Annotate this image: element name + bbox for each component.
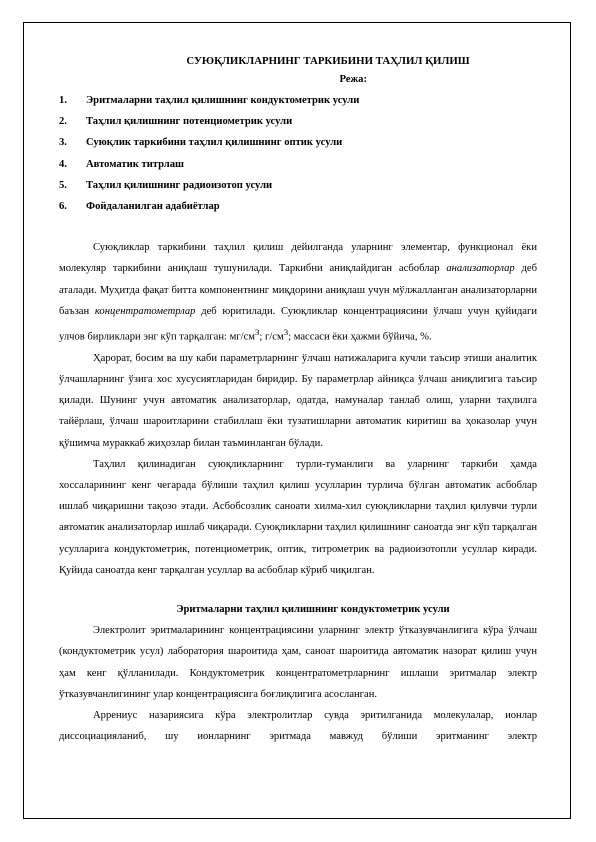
plan-item (59, 132, 537, 153)
plan-item-text: Автоматик титрлаш (86, 158, 184, 170)
plan-item-text: Эритмаларни таҳлил қилишнинг кондуктометрик усули (86, 95, 360, 106)
plan-item (59, 154, 537, 175)
superscript: 3 (283, 327, 289, 338)
paragraph-intro (59, 237, 537, 348)
section-title: Эритмаларни таҳлил қилишнинг кондуктометрик усули (176, 604, 450, 615)
plan-item-number: 2. (59, 116, 67, 128)
term-concentratometers: концентратометрлар (94, 305, 196, 317)
plan-label: Режа: (339, 74, 367, 85)
plan-item-number: 1. (59, 95, 67, 106)
paragraph-text: ; г/см (259, 331, 284, 343)
plan-item-text: Таҳлил қилишнинг радиоизотоп усули (86, 179, 273, 191)
plan-item-text: Фойдаланилган адабиётлар (86, 201, 220, 213)
term-analyzers: анализаторлар (446, 263, 515, 275)
paragraph-methods: Таҳлил қилинадиган суюқликларнинг турли-туманлиги ва уларнинг таркиби ҳамда хоссаларининг кенг чегарада бўлиши таҳлил қилиш усулларин турлича бўлган автоматик асбоблар ишлаб чиқаришни тақозо этади. Асбобсозлик саноати хилма-хил суюқликларни таҳлил қилувчи турли автоматик анализаторлар ишлаб чиқаради. Суюқликларни таҳлил қилишнинг саноатда энг кўп тарқалган усулларига кондуктометрик, потенциометрик, оптик, титрометрик ва радиоизотопли усуллар киради. Қуйида саноатда кенг тарқалган усуллар ва асбоблар кўриб чиқилган. (59, 458, 537, 576)
paragraph-text: ; массаси ёки ҳажми бўйича, %. (288, 331, 432, 343)
plan-item-number: 6. (59, 201, 67, 213)
plan-item-text: Суюқлик таркибини таҳлил қилишнинг оптик усули (86, 137, 343, 149)
plan-item-text: Таҳлил қилишнинг потенциометрик усули (86, 116, 293, 128)
superscript: 3 (254, 327, 260, 338)
plan-item (59, 196, 537, 217)
paragraph-text: деб аталади. Муҳитда фақат битта компонентнинг миқдорини аниқлаш учун мўлжалланган анализаторларни баъзан (59, 263, 537, 317)
document-title: СУЮҚЛИКЛАРНИНГ ТАРКИБИНИ ТАҲЛИЛ ҚИЛИШ (186, 55, 470, 67)
paragraph-parameters: Ҳарорат, босим ва шу каби параметрларнинг ўлчаш натижаларига кучли таъсир этиши аналитик ўлчашларнинг ўзига хос хусусиятларидан биридир. Бу параметрлар айниқса ўлчаш аниқлигига таъсир қилади. Шунинг учун автоматик анализаторлар, одатда, намуналар танлаб олиш, уларни таҳлилга тайёрлаш, ўлчаш шароитларини стабиллаш ёки тузатишларни автоматик киритиш ва ҳоказолар учун қўшимча мураккаб жиҳозлар билан таъминланган бўлади. (59, 352, 537, 449)
paragraph-text: Суюқликлар таркибини таҳлил қилиш дейилганда уларнинг элементар, функционал ёки молекуляр таркибини аниқлаш тушунилади. Таркибни аниқлайдиган асбоблар (59, 242, 537, 275)
plan-list (59, 90, 537, 217)
plan-item (59, 175, 537, 196)
plan-item (59, 90, 537, 111)
paragraph-conductometric: Электролит эритмаларининг концентрациясини уларнинг электр ўтказувчанлигига кўра ўлчаш (кондуктометрик усул) лаборатория шароитида ҳам, саноат шароитида автоматик назорат қилиш учун ҳам кенг қўлланилади. Кондуктометрик концентратометрларнинг ишлаши эритмалар электр ўтказувчанлигининг улар концентрациясига боғлиқлигига асосланган. (59, 625, 537, 700)
document-body (59, 52, 537, 747)
plan-item-number: 3. (59, 137, 67, 149)
paragraph-arrhenius: Аррениус назариясига кўра электролитлар сувда эритилганида молекулалар, ионлар диссоциацияланиб, шу ионларнинг эритмада мавжуд бўлиши эритманинг электр (59, 710, 537, 743)
plan-item-number: 4. (59, 158, 67, 170)
paragraph-text: деб юритилади. Суюқликлар концентрациясини ўлчаш учун қуйидаги улчов бирликлари энг кўп тарқалган: мг/см (59, 305, 537, 343)
plan-item (59, 111, 537, 132)
plan-item-number: 5. (59, 179, 67, 191)
